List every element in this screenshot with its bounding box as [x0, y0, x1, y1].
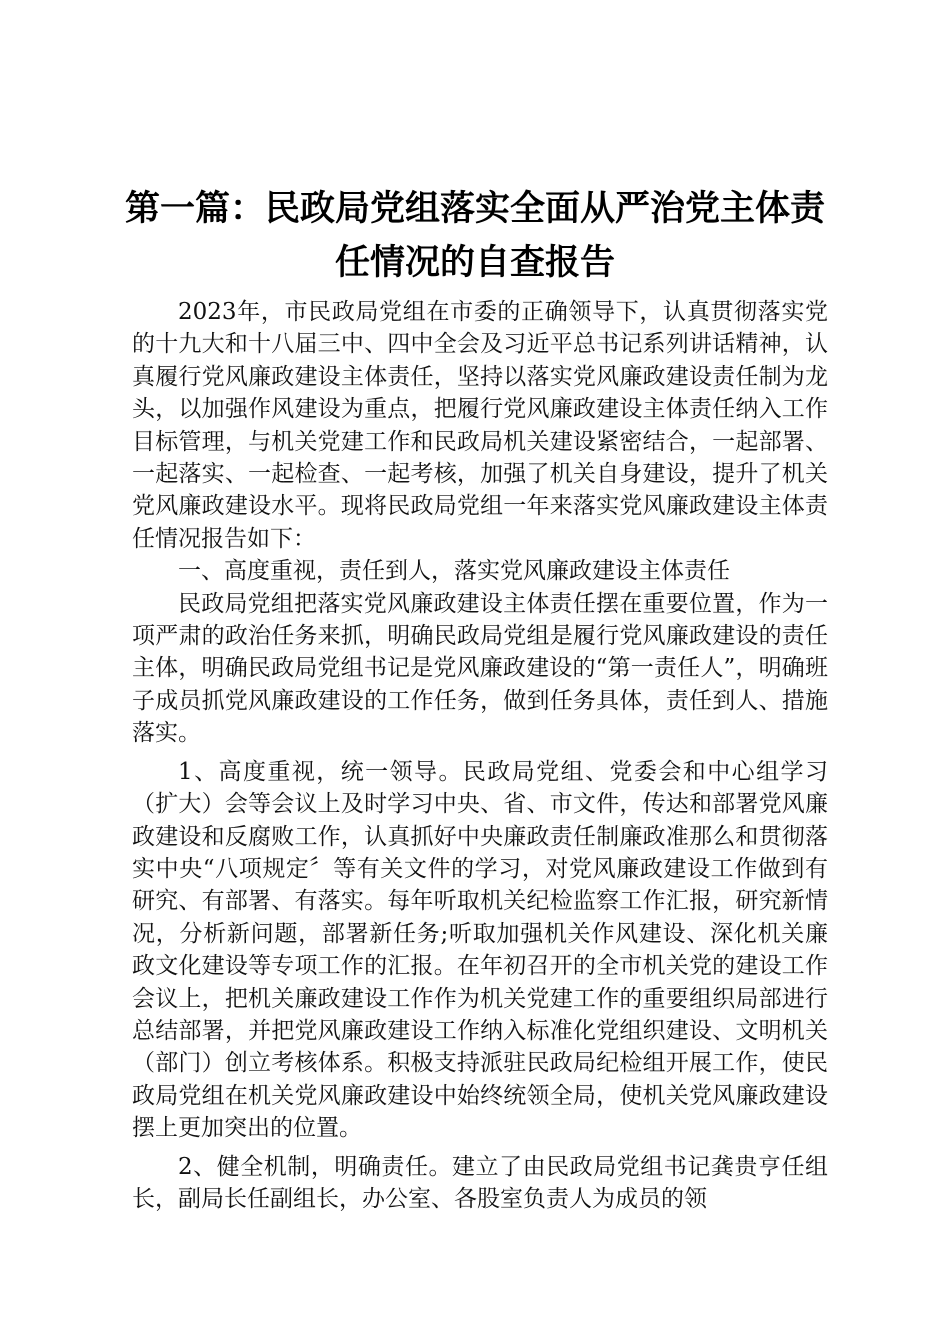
paragraph-item-2: 2、健全机制，明确责任。建立了由民政局党组书记龚贵亨任组长，副局长任副组长，办公室、各股室负责人为成员的领 — [132, 1153, 828, 1212]
paragraph-intro: 2023年，市民政局党组在市委的正确领导下，认真贯彻落实党的十九大和十八届三中、四中全会及习近平总书记系列讲话精神，认真履行党风廉政建设主体责任，坚持以落实党风廉政建设责任制为龙头，以加强作风建设为重点，把履行党风廉政建设主体责任纳入工作目标管理，与机关党建工作和民政局机关建设紧密结合，一起部署、一起落实、一起检查、一起考核，加强了机关自身建设，提升了机关党风廉政建设水平。现将民政局党组一年来落实党风廉政建设主体责任情况报告如下： — [132, 299, 828, 552]
document-body — [132, 296, 828, 1215]
document-title-line-1: 第一篇：民政局党组落实全面从严治党主体责 — [124, 189, 825, 229]
paragraph-section-1: 民政局党组把落实党风廉政建设主体责任摆在重要位置，作为一项严肃的政治任务来抓，明确民政局党组是履行党风廉政建设的责任主体，明确民政局党组书记是党风廉政建设的“第一责任人”，明确班子成员抓党风廉政建设的工作任务，做到任务具体，责任到人、措施落实。 — [132, 590, 828, 747]
document-title-line-2: 任情况的自查报告 — [334, 243, 615, 283]
section-heading-1: 一、高度重视，责任到人，落实党风廉政建设主体责任 — [178, 558, 730, 585]
paragraph-item-1: 1、高度重视，统一领导。民政局党组、党委会和中心组学习（扩大）会等会议上及时学习中央、省、市文件，传达和部署党风廉政建设和反腐败工作，认真抓好中央廉政责任制廉政准那么和贯彻落实中央“八项规定〞等有关文件的学习，对党风廉政建设工作做到有研究、有部署、有落实。每年听取机关纪检监察工作汇报，研究新情况，分析新问题，部署新任务;听取加强机关作风建设、深化机关廉政文化建设等专项工作的汇报。在年初召开的全市机关党的建设工作会议上，把机关廉政建设工作作为机关党建工作的重要组织局部进行总结部署，并把党风廉政建设工作纳入标准化党组织建设、文明机关（部门）创立考核体系。积极支持派驻民政局纪检组开展工作，使民政局党组在机关党风廉政建设中始终统领全局，使机关党风廉政建设摆上更加突出的位置。 — [132, 758, 828, 1142]
